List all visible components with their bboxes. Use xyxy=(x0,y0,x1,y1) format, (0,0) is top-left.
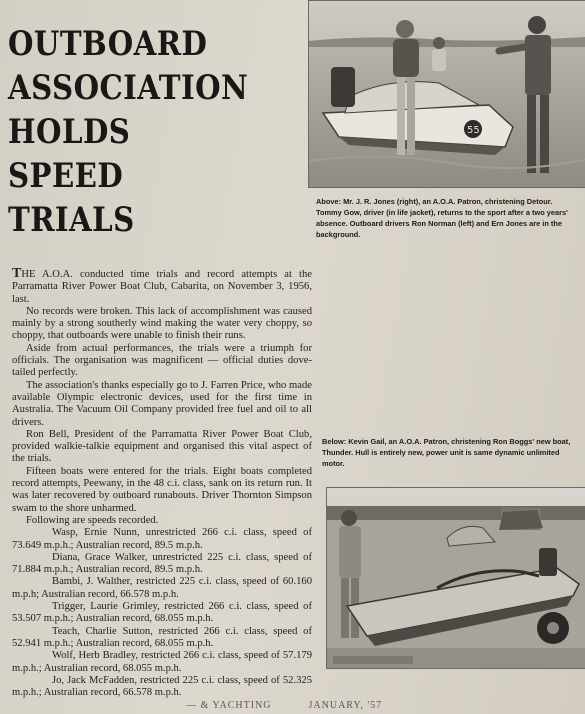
article-paragraph: Ron Bell, President of the Parramatta River Power Boat Club, provided walkie-talkie equipment and organised this vital aspect of the trials. xyxy=(12,428,312,465)
article-paragraph: No records were broken. This lack of accomplishment was caused mainly by a strong southerly wind making the water very choppy, so choppy, that outboards were unable to finish their runs. xyxy=(12,305,312,342)
page-footer xyxy=(186,700,386,712)
article-paragraph: Aside from actual performances, the trials were a triumph for officials. The organisation was magnificent — official duties dove-tailed perfectly. xyxy=(12,342,312,379)
article-paragraph: The association's thanks especially go to J. Farren Price, who made available Olympic electronic devices, used for the first time in Australia. The Vacuum Oil Company provided free fuel and oil to all drivers. xyxy=(12,379,312,428)
article-body xyxy=(12,268,312,699)
article-paragraph: Fifteen boats were entered for the trials. Eight boats completed record attempts, Peewany, in the 48 c.i. class, sank on its return run. It was later recovered by outboard runabouts. Driver Thornton Simpson swam to the shore unharmed. xyxy=(12,465,312,514)
headline-line: ASSOCIATION xyxy=(8,68,249,108)
headline xyxy=(8,22,266,242)
article-paragraph: THE A.O.A. conducted time trials and record attempts at the Parramatta River Power Boat Club, Cabarita, on November 3, 1956, last. xyxy=(12,266,312,305)
footer-issue-date: JANUARY, '57 xyxy=(308,700,383,711)
article-paragraph: Following are speeds recorded. xyxy=(26,514,159,526)
record-entry: Wasp, Ernie Nunn, unrestricted 266 c.i. class, speed of 73.649 m.p.h.; Australian record, 89.5 m.p.h. xyxy=(12,527,312,551)
christening-photo-top xyxy=(308,0,585,188)
headline-line: HOLDS xyxy=(8,112,131,152)
drop-cap: T xyxy=(12,266,22,281)
record-entry: Diana, Grace Walker, unrestricted 225 c.i. class, speed of 71.884 m.p.h.; Australian record, 89.5 m.p.h. xyxy=(12,551,312,576)
record-entry: Wolf, Herb Bradley, restricted 266 c.i. class, speed of 57.179 m.p.h.; Australian record, 68.055 m.p.h. xyxy=(12,650,312,674)
svg-text:55: 55 xyxy=(467,125,480,136)
footer-magazine-name: — & YACHTING xyxy=(186,700,272,711)
headline-line: TRIALS xyxy=(8,200,135,240)
headline-line: SPEED xyxy=(8,156,124,196)
record-entry: Bambi, J. Walther, restricted 225 c.i. class, speed of 60.160 m.p.h; Australian record, 66.578 m.p.h. xyxy=(12,576,312,600)
record-entry: Jo, Jack McFadden, restricted 225 c.i. class, speed of 52.325 m.p.h.; Australian record, 66.578 m.p.h. xyxy=(12,674,312,699)
christening-photo-bottom xyxy=(326,487,585,669)
photo-caption-bottom: Below: Kevin Gail, an A.O.A. Patron, christening Ron Boggs' new boat, Thunder. Hull is entirely new, power unit is same dynamic unlimited motor. xyxy=(322,437,571,468)
record-entry: Teach, Charlie Sutton, restricted 266 c.i. class, speed of 52.941 m.p.h.; Australian record, 68.055 m.p.h. xyxy=(12,625,312,649)
record-entry: Trigger, Laurie Grimley, restricted 266 c.i. class, speed of 53.507 m.p.h.; Australian record, 68.055 m.p.h. xyxy=(12,601,312,625)
headline-line: OUTBOARD xyxy=(8,24,208,64)
photo-caption-top: Above: Mr. J. R. Jones (right), an A.O.A. Patron, christening Detour. Tommy Gow, driver (in life jacket), returns to the sport after a two years' absence. Outboard drivers Ron Norman (left) and Ern Jones are in the background. xyxy=(316,197,568,239)
